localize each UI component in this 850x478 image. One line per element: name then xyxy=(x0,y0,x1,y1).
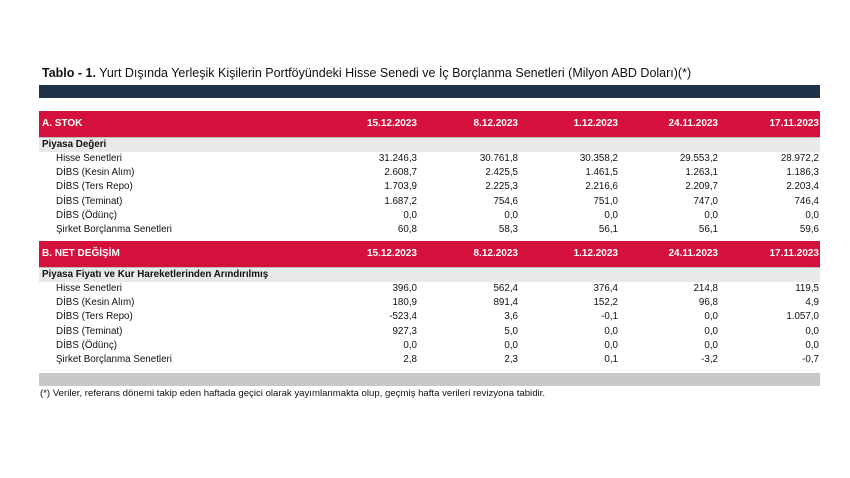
row-label: Hisse Senetleri xyxy=(56,283,122,294)
row-label: Hisse Senetleri xyxy=(56,153,122,164)
row-value: 1.687,2 xyxy=(384,195,417,207)
net-subheader-label: Piyasa Fiyatı ve Kur Hareketlerinden Arındırılmış xyxy=(42,269,269,280)
net-section xyxy=(39,241,820,367)
row-value: 59,6 xyxy=(799,223,819,235)
row-value: 3,6 xyxy=(504,311,518,323)
row-value: 96,8 xyxy=(698,297,718,309)
row-value: 396,0 xyxy=(392,283,417,294)
stock-section xyxy=(39,111,820,237)
row-label: DİBS (Kesin Alım) xyxy=(56,167,135,179)
table-row xyxy=(39,195,820,209)
row-value: 0,0 xyxy=(403,209,417,221)
row-label: DİBS (Ödünç) xyxy=(56,339,117,351)
stock-rows xyxy=(39,152,820,237)
row-value: 0,0 xyxy=(805,325,819,337)
row-label: DİBS (Teminat) xyxy=(56,195,123,207)
row-value: 927,3 xyxy=(392,325,417,337)
row-value: 60,8 xyxy=(397,223,417,235)
stock-subheader-row xyxy=(39,137,820,152)
row-label: Şirket Borçlanma Senetleri xyxy=(56,223,172,235)
row-value: 1.263,1 xyxy=(685,167,718,179)
row-value: 751,0 xyxy=(593,195,618,207)
stock-header-label: A. STOK xyxy=(42,118,83,129)
row-label: DİBS (Teminat) xyxy=(56,325,123,337)
row-label: DİBS (Ters Repo) xyxy=(56,181,133,193)
date-header: 17.11.2023 xyxy=(769,248,819,259)
row-value: 2.225,3 xyxy=(485,181,518,193)
stock-header-row xyxy=(39,111,820,137)
row-value: 30.358,2 xyxy=(579,153,618,164)
net-subheader-row xyxy=(39,267,820,282)
date-header: 8.12.2023 xyxy=(473,248,518,259)
table-title xyxy=(42,66,691,80)
row-value: 29.553,2 xyxy=(679,153,718,164)
table-row xyxy=(39,223,820,237)
date-header: 24.11.2023 xyxy=(668,118,718,129)
row-value: 562,4 xyxy=(493,283,518,294)
table-row xyxy=(39,209,820,223)
table-row xyxy=(39,166,820,180)
table-row xyxy=(39,339,820,353)
row-label: DİBS (Ödünç) xyxy=(56,209,117,221)
row-value: 30.761,8 xyxy=(479,153,518,164)
row-value: 180,9 xyxy=(392,297,417,309)
row-value: 0,0 xyxy=(704,311,718,323)
row-value: 119,5 xyxy=(795,283,819,294)
row-value: 754,6 xyxy=(493,195,518,207)
row-value: 891,4 xyxy=(493,297,518,309)
row-value: 0,0 xyxy=(604,339,618,351)
row-value: 4,9 xyxy=(805,297,819,309)
row-value: 0,1 xyxy=(604,353,618,365)
row-value: 0,0 xyxy=(704,339,718,351)
row-value: 152,2 xyxy=(593,297,618,309)
row-value: 56,1 xyxy=(598,223,618,235)
table-row xyxy=(39,310,820,324)
table-row xyxy=(39,180,820,194)
table-row xyxy=(39,325,820,339)
net-header-row xyxy=(39,241,820,267)
bottom-gray-bar xyxy=(39,373,820,386)
table-row xyxy=(39,296,820,310)
row-value: -0,1 xyxy=(601,311,618,323)
row-label: DİBS (Kesin Alım) xyxy=(56,297,135,309)
row-value: 0,0 xyxy=(805,209,819,221)
date-header: 1.12.2023 xyxy=(573,248,618,259)
top-navy-bar xyxy=(39,85,820,98)
footnote: (*) Veriler, referans dönemi takip eden haftada geçici olarak yayımlanmakta olup, geçmiş hafta verileri revizyona tabidir. xyxy=(40,388,545,399)
table-row xyxy=(39,152,820,166)
row-value: 2.608,7 xyxy=(384,167,417,179)
row-value: 0,0 xyxy=(704,209,718,221)
date-header: 17.11.2023 xyxy=(769,118,819,129)
row-label: Şirket Borçlanma Senetleri xyxy=(56,353,172,365)
net-header-label: B. NET DEĞİŞİM xyxy=(42,248,120,259)
date-header: 8.12.2023 xyxy=(473,118,518,129)
row-value: 28.972,2 xyxy=(780,153,819,164)
table-row xyxy=(39,353,820,367)
row-value: 746,4 xyxy=(794,195,819,207)
row-value: 2.216,6 xyxy=(585,181,618,193)
row-value: 0,0 xyxy=(504,209,518,221)
date-header: 15.12.2023 xyxy=(366,248,417,259)
row-value: 747,0 xyxy=(693,195,718,207)
row-value: 58,3 xyxy=(498,223,518,235)
row-value: 376,4 xyxy=(593,283,618,294)
stock-subheader-label: Piyasa Değeri xyxy=(42,139,107,150)
row-value: 1.461,5 xyxy=(585,167,618,179)
row-value: 2.203,4 xyxy=(786,181,819,193)
row-value: 0,0 xyxy=(805,339,819,351)
date-header: 1.12.2023 xyxy=(573,118,618,129)
date-header: 15.12.2023 xyxy=(366,118,417,129)
row-value: 1.057,0 xyxy=(786,311,819,323)
row-label: DİBS (Ters Repo) xyxy=(56,311,133,323)
row-value: 5,0 xyxy=(504,325,518,337)
row-value: 214,8 xyxy=(693,283,718,294)
row-value: 56,1 xyxy=(698,223,718,235)
table-row xyxy=(39,282,820,296)
row-value: 0,0 xyxy=(403,339,417,351)
row-value: 1.186,3 xyxy=(786,167,819,179)
table-title-prefix: Tablo - 1. xyxy=(42,66,96,80)
row-value: 1.703,9 xyxy=(384,181,417,193)
row-value: 2,3 xyxy=(504,353,518,365)
row-value: -3,2 xyxy=(701,353,718,365)
row-value: 2.425,5 xyxy=(485,167,518,179)
net-rows xyxy=(39,282,820,367)
table-title-text: Yurt Dışında Yerleşik Kişilerin Portföyündeki Hisse Senedi ve İç Borçlanma Senetleri (Milyon ABD Doları)(*) xyxy=(99,66,692,80)
row-value: 0,0 xyxy=(604,325,618,337)
row-value: 31.246,3 xyxy=(378,153,417,164)
row-value: 0,0 xyxy=(504,339,518,351)
row-value: -0,7 xyxy=(802,353,819,365)
row-value: -523,4 xyxy=(389,311,417,323)
row-value: 0,0 xyxy=(604,209,618,221)
date-header: 24.11.2023 xyxy=(668,248,718,259)
row-value: 2,8 xyxy=(403,353,417,365)
row-value: 2.209,7 xyxy=(685,181,718,193)
row-value: 0,0 xyxy=(704,325,718,337)
